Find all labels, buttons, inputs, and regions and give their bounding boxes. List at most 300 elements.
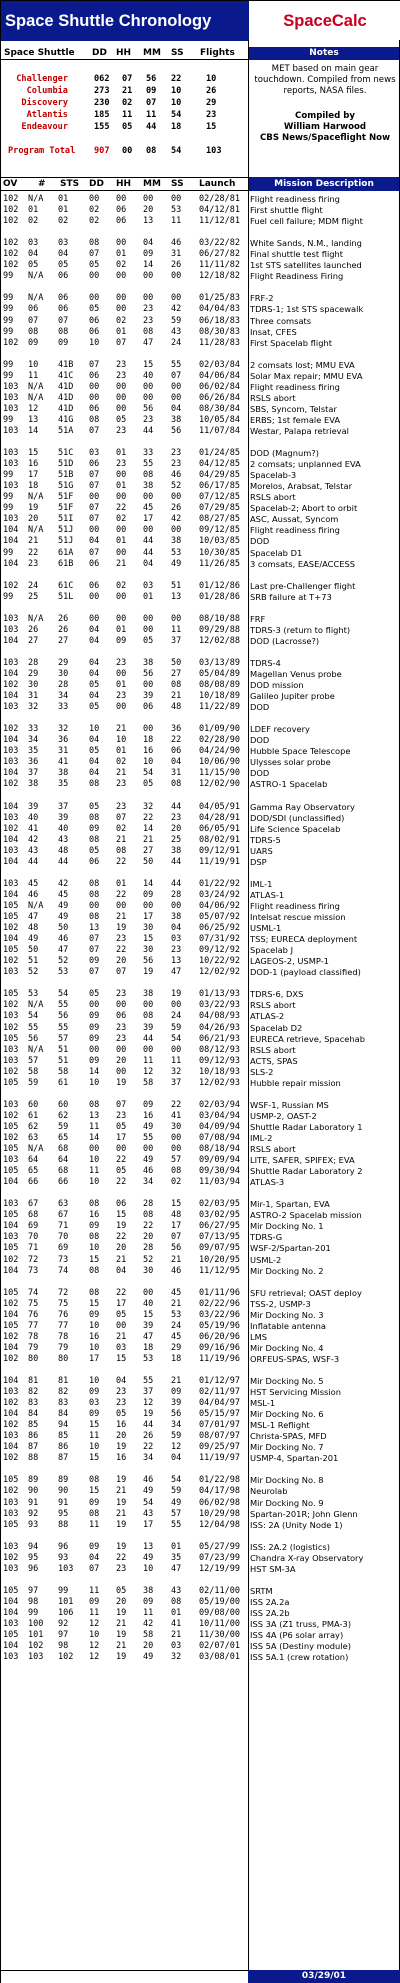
orbiter-mm: 44 bbox=[146, 122, 157, 132]
mission-launch: 02/22/96 bbox=[199, 1298, 240, 1309]
mission-ov: 104 bbox=[3, 1342, 19, 1353]
mission-dd: 00 bbox=[89, 525, 100, 536]
mission-num: 97 bbox=[28, 1585, 39, 1596]
mission-dd: 08 bbox=[89, 1475, 100, 1486]
mission-sts: 34 bbox=[58, 691, 69, 702]
mission-launch: 11/19/97 bbox=[199, 1453, 240, 1464]
mission-launch: 11/26/85 bbox=[199, 558, 240, 569]
mission-launch: 02/07/01 bbox=[199, 1641, 240, 1652]
mission-dd: 12 bbox=[89, 1641, 100, 1652]
mission-description: DOD (Lacrosse?) bbox=[250, 635, 320, 646]
mission-num: 84 bbox=[28, 1409, 39, 1420]
mission-ov: 103 bbox=[3, 1055, 19, 1066]
mission-ov: 104 bbox=[3, 558, 19, 569]
mission-ss: 57 bbox=[171, 1508, 182, 1519]
mission-description: DSP bbox=[250, 856, 267, 867]
mission-mm: 00 bbox=[143, 1287, 154, 1298]
mission-mm: 01 bbox=[143, 591, 154, 602]
mission-hh: 01 bbox=[116, 481, 127, 492]
mission-mm: 17 bbox=[143, 514, 154, 525]
mission-launch: 02/03/94 bbox=[199, 1099, 240, 1110]
mission-hh: 23 bbox=[116, 1033, 127, 1044]
mission-sts: 61A bbox=[58, 547, 74, 558]
mission-dd: 08 bbox=[89, 1099, 100, 1110]
mission-sts: 37 bbox=[58, 801, 69, 812]
orbiter-flights: 23 bbox=[206, 110, 217, 120]
mission-ov: 103 bbox=[3, 1508, 19, 1519]
mission-num: 03 bbox=[28, 238, 39, 249]
mission-dd: 07 bbox=[89, 934, 100, 945]
mission-row bbox=[0, 1000, 400, 1011]
mission-description: First Spacelab flight bbox=[250, 337, 332, 348]
mission-num: 71 bbox=[28, 1243, 39, 1254]
mission-row bbox=[0, 1155, 400, 1166]
mission-description: Intelsat rescue mission bbox=[250, 912, 346, 923]
mission-hh: 00 bbox=[116, 271, 127, 282]
mission-ov: 103 bbox=[3, 845, 19, 856]
mission-description: USML-2 bbox=[250, 1254, 282, 1265]
mission-row bbox=[0, 1144, 400, 1155]
mission-mm: 00 bbox=[143, 525, 154, 536]
mission-ss: 24 bbox=[171, 1011, 182, 1022]
mission-ss: 21 bbox=[171, 1254, 182, 1265]
mission-description: Mir Docking No. 9 bbox=[250, 1497, 324, 1508]
mission-ov: 105 bbox=[3, 1320, 19, 1331]
orbiter-row bbox=[0, 73, 248, 85]
mission-mm: 50 bbox=[143, 856, 154, 867]
mission-hh: 19 bbox=[116, 923, 127, 934]
mission-sts: 51 bbox=[58, 1055, 69, 1066]
orbiter-hh: 05 bbox=[122, 122, 133, 132]
mission-launch: 10/03/85 bbox=[199, 536, 240, 547]
mission-sts: 57 bbox=[58, 1033, 69, 1044]
mission-hh: 05 bbox=[116, 414, 127, 425]
mission-dd: 05 bbox=[89, 260, 100, 271]
mission-num: 87 bbox=[28, 1442, 39, 1453]
total-hh: 00 bbox=[122, 146, 133, 156]
mission-hh: 22 bbox=[116, 1232, 127, 1243]
mission-description: EURECA retrieve, Spacehab bbox=[250, 1033, 366, 1044]
mission-ss: 43 bbox=[171, 1585, 182, 1596]
orbiter-row bbox=[0, 85, 248, 97]
mission-description: ACTS, SPAS bbox=[250, 1055, 298, 1066]
mission-ov: 104 bbox=[3, 1221, 19, 1232]
mission-dd: 06 bbox=[89, 558, 100, 569]
mission-sts: 07 bbox=[58, 315, 69, 326]
mission-ss: 22 bbox=[171, 735, 182, 746]
mission-dd: 16 bbox=[89, 1210, 100, 1221]
mission-ss: 11 bbox=[171, 216, 182, 227]
mission-launch: 01/09/90 bbox=[199, 724, 240, 735]
mission-sts: 36 bbox=[58, 735, 69, 746]
mission-hh: 01 bbox=[116, 746, 127, 757]
mission-description: Spartan-201R; John Glenn bbox=[250, 1508, 358, 1519]
mission-launch: 06/27/82 bbox=[199, 249, 240, 260]
mission-row bbox=[0, 470, 400, 481]
mission-ss: 41 bbox=[171, 1619, 182, 1630]
mission-sts: 52 bbox=[58, 956, 69, 967]
mission-ss: 17 bbox=[171, 1221, 182, 1232]
mission-hh: 23 bbox=[116, 691, 127, 702]
mission-mm: 30 bbox=[143, 1265, 154, 1276]
mission-row bbox=[0, 1011, 400, 1022]
mission-sts: 33 bbox=[58, 702, 69, 713]
mission-ov: 102 bbox=[3, 956, 19, 967]
mission-launch: 12/04/98 bbox=[199, 1519, 240, 1530]
mission-launch: 08/30/84 bbox=[199, 403, 240, 414]
mission-mm: 19 bbox=[143, 967, 154, 978]
mission-mm: 39 bbox=[143, 1022, 154, 1033]
mission-num: 96 bbox=[28, 1563, 39, 1574]
mission-sts: 56 bbox=[58, 1011, 69, 1022]
mission-description: 1st STS satellites launched bbox=[250, 260, 362, 271]
mission-sts: 77 bbox=[58, 1320, 69, 1331]
mission-sts: 49 bbox=[58, 912, 69, 923]
mission-launch: 11/12/81 bbox=[199, 216, 240, 227]
mission-mm: 34 bbox=[143, 1177, 154, 1188]
mission-launch: 10/29/98 bbox=[199, 1508, 240, 1519]
mission-hh: 23 bbox=[116, 801, 127, 812]
mission-dd: 15 bbox=[89, 1298, 100, 1309]
mission-hh: 06 bbox=[116, 1011, 127, 1022]
mission-mm: 42 bbox=[143, 1619, 154, 1630]
mission-launch: 01/22/92 bbox=[199, 878, 240, 889]
mission-ss: 04 bbox=[171, 923, 182, 934]
mission-description: FRF bbox=[250, 613, 266, 624]
mission-launch: 09/12/92 bbox=[199, 945, 240, 956]
mission-launch: 11/28/83 bbox=[199, 337, 240, 348]
mission-sts: 08 bbox=[58, 326, 69, 337]
col-flights: Flights bbox=[200, 48, 235, 58]
mission-num: 53 bbox=[28, 989, 39, 1000]
mission-mm: 03 bbox=[143, 580, 154, 591]
mission-description: IML-2 bbox=[250, 1132, 273, 1143]
mission-ss: 07 bbox=[171, 370, 182, 381]
mission-ss: 02 bbox=[171, 1177, 182, 1188]
mission-ss: 55 bbox=[171, 359, 182, 370]
mission-row bbox=[0, 1376, 400, 1387]
mission-row bbox=[0, 1332, 400, 1343]
mission-description: Life Science Spacelab bbox=[250, 823, 341, 834]
mission-launch: 05/04/89 bbox=[199, 669, 240, 680]
mission-sts: 97 bbox=[58, 1630, 69, 1641]
mission-ov: 102 bbox=[3, 779, 19, 790]
mission-ov: 103 bbox=[3, 459, 19, 470]
mission-ov: 102 bbox=[3, 1353, 19, 1364]
mission-hh: 05 bbox=[116, 1309, 127, 1320]
mission-sts: 73 bbox=[58, 1254, 69, 1265]
mission-row bbox=[0, 1023, 400, 1034]
mission-sts: 51J bbox=[58, 536, 74, 547]
mission-launch: 11/12/95 bbox=[199, 1265, 240, 1276]
mission-launch: 04/05/91 bbox=[199, 801, 240, 812]
mission-dd: 11 bbox=[89, 1431, 100, 1442]
mission-sts: 63 bbox=[58, 1199, 69, 1210]
mission-row bbox=[0, 514, 400, 525]
mission-ov: 104 bbox=[3, 1265, 19, 1276]
mission-num: N/A bbox=[28, 613, 44, 624]
mission-ov: 99 bbox=[3, 359, 14, 370]
mission-hh: 00 bbox=[116, 403, 127, 414]
mission-launch: 10/18/89 bbox=[199, 691, 240, 702]
mission-dd: 10 bbox=[89, 1077, 100, 1088]
mission-sts: 93 bbox=[58, 1552, 69, 1563]
mission-launch: 06/02/98 bbox=[199, 1497, 240, 1508]
mission-mm: 16 bbox=[143, 1110, 154, 1121]
mission-description: RSLS abort bbox=[250, 392, 296, 403]
mission-row bbox=[0, 1133, 400, 1144]
mission-ov: 103 bbox=[3, 1011, 19, 1022]
mission-dd: 09 bbox=[89, 956, 100, 967]
mission-launch: 04/24/90 bbox=[199, 746, 240, 757]
mission-row bbox=[0, 338, 400, 349]
mission-dd: 08 bbox=[89, 889, 100, 900]
mission-description: WSF-2/Spartan-201 bbox=[250, 1243, 331, 1254]
mission-hh: 19 bbox=[116, 1541, 127, 1552]
group-spacer bbox=[0, 603, 400, 614]
mission-num: 45 bbox=[28, 878, 39, 889]
mission-mm: 46 bbox=[143, 1475, 154, 1486]
mission-ov: 105 bbox=[3, 945, 19, 956]
mission-ss: 32 bbox=[171, 1066, 182, 1077]
mission-dd: 05 bbox=[89, 680, 100, 691]
mission-row bbox=[0, 636, 400, 647]
mission-mm: 00 bbox=[143, 901, 154, 911]
total-dd: 907 bbox=[94, 146, 110, 156]
mission-num: 33 bbox=[28, 724, 39, 735]
mission-ss: 44 bbox=[171, 878, 182, 889]
mission-launch: 09/08/00 bbox=[199, 1608, 240, 1618]
mission-dd: 04 bbox=[89, 735, 100, 746]
mission-dd: 09 bbox=[89, 1022, 100, 1033]
mission-dd: 07 bbox=[89, 249, 100, 260]
mission-sts: 09 bbox=[58, 337, 69, 348]
mission-mm: 55 bbox=[143, 1376, 154, 1387]
mission-ss: 23 bbox=[171, 812, 182, 823]
mission-mm: 58 bbox=[143, 1077, 154, 1088]
mission-description: White Sands, N.M., landing bbox=[250, 238, 362, 249]
mission-ov: 102 bbox=[3, 1066, 19, 1077]
mission-hh: 01 bbox=[116, 878, 127, 889]
mission-launch: 12/02/92 bbox=[199, 967, 240, 978]
mission-hh: 02 bbox=[116, 580, 127, 591]
footer-left bbox=[0, 1970, 248, 1983]
mission-ss: 31 bbox=[171, 768, 182, 779]
mission-mm: 11 bbox=[143, 1608, 154, 1618]
mission-mm: 33 bbox=[143, 448, 154, 459]
mission-description: ATLAS-1 bbox=[250, 889, 285, 900]
mission-ss: 36 bbox=[171, 724, 182, 735]
mission-ov: 103 bbox=[3, 1652, 19, 1663]
mission-hh: 19 bbox=[116, 1497, 127, 1508]
mission-dd: 07 bbox=[89, 967, 100, 978]
mission-ov: 102 bbox=[3, 1110, 19, 1121]
mission-sts: 51C bbox=[58, 448, 74, 459]
mission-description: Mir Docking No. 3 bbox=[250, 1309, 324, 1320]
mission-row bbox=[0, 1498, 400, 1509]
mission-description: IML-1 bbox=[250, 878, 273, 889]
mission-mm: 00 bbox=[143, 680, 154, 691]
mission-row bbox=[0, 238, 400, 249]
mission-ss: 29 bbox=[171, 1342, 182, 1353]
mission-launch: 11/03/94 bbox=[199, 1177, 240, 1188]
mission-sts: 42 bbox=[58, 878, 69, 889]
mission-launch: 05/19/00 bbox=[199, 1596, 240, 1607]
mission-sts: 27 bbox=[58, 635, 69, 646]
mission-sts: 82 bbox=[58, 1387, 69, 1398]
mission-num: 63 bbox=[28, 1132, 39, 1143]
mission-ss: 08 bbox=[171, 1166, 182, 1177]
mission-mm: 45 bbox=[143, 503, 154, 514]
mission-mm: 04 bbox=[143, 558, 154, 569]
mission-ss: 45 bbox=[171, 1331, 182, 1342]
mission-sts: 41C bbox=[58, 370, 74, 381]
mission-hh: 17 bbox=[116, 1298, 127, 1309]
orbiter-ss: 10 bbox=[171, 98, 182, 108]
mission-description: First shuttle flight bbox=[250, 205, 323, 216]
mission-num: 47 bbox=[28, 912, 39, 923]
mission-ss: 59 bbox=[171, 1486, 182, 1497]
mission-hh: 00 bbox=[116, 194, 127, 204]
mission-launch: 01/11/96 bbox=[199, 1287, 240, 1298]
mission-row bbox=[0, 934, 400, 945]
mission-mm: 00 bbox=[143, 724, 154, 735]
page-title: Space Shuttle Chronology bbox=[1, 1, 249, 41]
mission-dd: 02 bbox=[89, 205, 100, 216]
mission-hh: 07 bbox=[116, 812, 127, 823]
mission-mm: 44 bbox=[143, 536, 154, 547]
mission-ss: 18 bbox=[171, 1353, 182, 1364]
orbiter-mm: 56 bbox=[146, 74, 157, 84]
mission-ov: 103 bbox=[3, 381, 19, 392]
mission-dd: 07 bbox=[89, 514, 100, 525]
mission-launch: 09/07/95 bbox=[199, 1243, 240, 1254]
mission-launch: 10/30/85 bbox=[199, 547, 240, 558]
mission-num: 98 bbox=[28, 1596, 39, 1607]
mission-description: ISS 2A.2b bbox=[250, 1608, 290, 1618]
mission-num: 75 bbox=[28, 1298, 39, 1309]
mission-row bbox=[0, 724, 400, 735]
mission-description: Mir Docking No. 7 bbox=[250, 1442, 324, 1453]
mission-sts: 69 bbox=[58, 1243, 69, 1254]
mission-dd: 04 bbox=[89, 757, 100, 768]
mission-ov: 102 bbox=[3, 1254, 19, 1265]
mission-num: 23 bbox=[28, 558, 39, 569]
mission-row bbox=[0, 1619, 400, 1630]
mission-hh: 23 bbox=[116, 370, 127, 381]
mission-dd: 17 bbox=[89, 1353, 100, 1364]
mission-num: 35 bbox=[28, 746, 39, 757]
mission-description: TDRS-1; 1st STS spacewalk bbox=[250, 304, 364, 315]
mission-dd: 04 bbox=[89, 1552, 100, 1563]
mission-description: USML-1 bbox=[250, 923, 282, 934]
mission-launch: 07/12/85 bbox=[199, 492, 240, 503]
mission-row bbox=[0, 669, 400, 680]
mission-sts: 01 bbox=[58, 194, 69, 204]
mission-row bbox=[0, 1486, 400, 1497]
mission-mm: 00 bbox=[143, 381, 154, 392]
mission-description: Chandra X-ray Observatory bbox=[250, 1552, 364, 1563]
mission-ss: 26 bbox=[171, 260, 182, 271]
mission-dd: 09 bbox=[89, 1011, 100, 1022]
group-spacer bbox=[0, 647, 400, 658]
mission-ss: 38 bbox=[171, 845, 182, 856]
mission-description: ISS 5A (Destiny module) bbox=[250, 1641, 351, 1652]
mission-launch: 06/21/93 bbox=[199, 1033, 240, 1044]
mission-hh: 02 bbox=[116, 514, 127, 525]
brand-logo: SpaceCalc bbox=[249, 1, 400, 41]
mission-mm: 20 bbox=[143, 1232, 154, 1243]
mission-ov: 105 bbox=[3, 1585, 19, 1596]
mission-ss: 11 bbox=[171, 1055, 182, 1066]
mission-launch: 08/18/94 bbox=[199, 1144, 240, 1155]
mission-description: DOD bbox=[250, 702, 270, 713]
mission-mm: 21 bbox=[143, 834, 154, 845]
mission-sts: 31 bbox=[58, 746, 69, 757]
mission-launch: 11/30/00 bbox=[199, 1630, 240, 1641]
mission-description: Flight readiness firing bbox=[250, 901, 340, 911]
mission-launch: 10/11/00 bbox=[199, 1619, 240, 1630]
mission-description: TDRS-3 (return to flight) bbox=[250, 624, 351, 635]
mission-description: Mir Docking No. 5 bbox=[250, 1376, 324, 1387]
mission-launch: 10/05/84 bbox=[199, 414, 240, 425]
mission-mm: 27 bbox=[143, 845, 154, 856]
mission-sts: 78 bbox=[58, 1331, 69, 1342]
mission-dd: 10 bbox=[89, 724, 100, 735]
mission-hh: 00 bbox=[116, 392, 127, 403]
mission-mm: 40 bbox=[143, 370, 154, 381]
mission-mm: 00 bbox=[143, 613, 154, 624]
mission-row bbox=[0, 459, 400, 470]
mission-dd: 07 bbox=[89, 547, 100, 558]
mission-description: SFU retrieval; OAST deploy bbox=[250, 1287, 362, 1298]
mission-hh: 21 bbox=[116, 912, 127, 923]
mission-hh: 00 bbox=[116, 470, 127, 481]
mission-dd: 15 bbox=[89, 1453, 100, 1464]
mission-row bbox=[0, 945, 400, 956]
mission-row bbox=[0, 1409, 400, 1420]
mission-description: 3 comsats, EASE/ACCESS bbox=[250, 558, 356, 569]
mission-description: LITE, SAFER, SPIFEX; EVA bbox=[250, 1155, 355, 1166]
mission-launch: 12/02/90 bbox=[199, 779, 240, 790]
mission-ov: 99 bbox=[3, 492, 14, 503]
mission-sts: 62 bbox=[58, 1110, 69, 1121]
mission-mm: 38 bbox=[143, 657, 154, 668]
mission-description: Mir Docking No. 2 bbox=[250, 1265, 324, 1276]
mission-num: 14 bbox=[28, 425, 39, 436]
mission-hh: 01 bbox=[116, 448, 127, 459]
mission-launch: 03/08/01 bbox=[199, 1652, 240, 1663]
mission-mm: 05 bbox=[143, 779, 154, 790]
col-mm: MM bbox=[143, 48, 161, 58]
col-mhh: HH bbox=[116, 179, 132, 189]
mission-ov: 104 bbox=[3, 525, 19, 536]
mission-ov: 102 bbox=[3, 1398, 19, 1409]
mission-num: 39 bbox=[28, 801, 39, 812]
mission-launch: 10/22/92 bbox=[199, 956, 240, 967]
mission-hh: 21 bbox=[116, 1641, 127, 1652]
col-launch: Launch bbox=[199, 179, 236, 189]
group-spacer bbox=[0, 349, 400, 360]
mission-ss: 00 bbox=[171, 1044, 182, 1055]
mission-ss: 09 bbox=[171, 1387, 182, 1398]
mission-ov: 102 bbox=[3, 249, 19, 260]
mission-hh: 23 bbox=[116, 1398, 127, 1409]
mission-ss: 21 bbox=[171, 1376, 182, 1387]
mission-ov: 105 bbox=[3, 1519, 19, 1530]
mission-hh: 21 bbox=[116, 724, 127, 735]
mission-row bbox=[0, 426, 400, 437]
